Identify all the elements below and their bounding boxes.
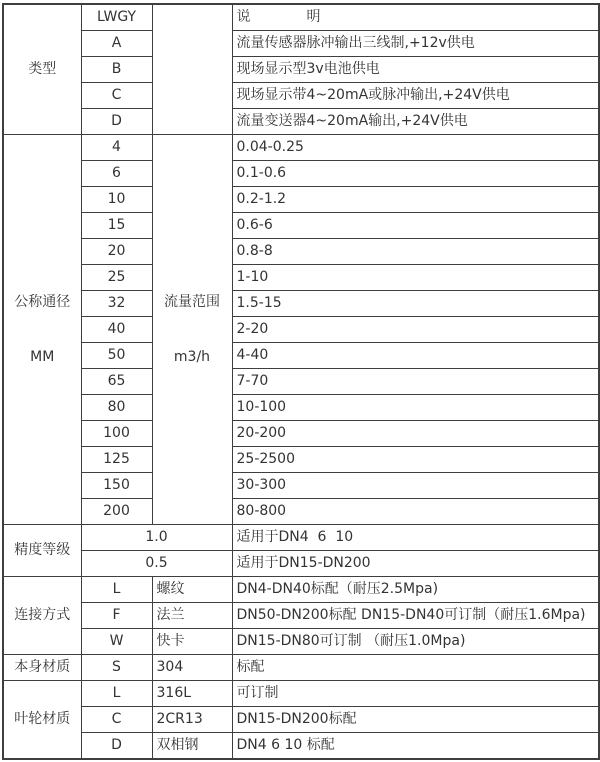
range-cell: 20-200 [232, 421, 599, 447]
type-section-empty-cell [152, 4, 232, 135]
range-cell: 0.1-0.6 [232, 161, 599, 187]
table-row [3, 369, 599, 395]
table-row [3, 629, 599, 655]
type-desc-cell: 流量变送器4~20mA输出,+24V供电 [232, 109, 599, 135]
table-row [3, 707, 599, 733]
connection-desc-cell: DN4-DN40标配（耐压2.5Mpa) [232, 577, 599, 603]
accuracy-desc-cell: 适用于DN4 6 10 [232, 525, 599, 551]
range-cell: 0.2-1.2 [232, 187, 599, 213]
table-row [3, 4, 599, 31]
table-row [3, 733, 599, 760]
table-row [3, 135, 599, 161]
table-row [3, 681, 599, 707]
flow-range-label-line1: 流量范围 [164, 293, 220, 310]
table-row [3, 83, 599, 109]
dn-cell: 100 [81, 421, 152, 447]
table-row [3, 265, 599, 291]
table-row [3, 447, 599, 473]
impeller-desc-cell: DN4 6 10 标配 [232, 733, 599, 760]
table-row [3, 395, 599, 421]
impeller-name-cell: 2CR13 [152, 707, 232, 733]
range-cell: 2-20 [232, 317, 599, 343]
table-row [3, 317, 599, 343]
range-cell: 10-100 [232, 395, 599, 421]
table-row [3, 239, 599, 265]
impeller-code-cell: C [81, 707, 152, 733]
dn-cell: 4 [81, 135, 152, 161]
impeller-code-cell: D [81, 733, 152, 760]
dn-cell: 20 [81, 239, 152, 265]
table-row [3, 57, 599, 83]
dn-cell: 6 [81, 161, 152, 187]
table-row [3, 499, 599, 525]
range-cell: 80-800 [232, 499, 599, 525]
type-code-cell: C [81, 83, 152, 109]
flowmeter-spec-table [2, 3, 600, 760]
range-cell: 7-70 [232, 369, 599, 395]
dn-cell: 65 [81, 369, 152, 395]
range-cell: 0.6-6 [232, 213, 599, 239]
dn-cell: 40 [81, 317, 152, 343]
connection-desc-cell: DN50-DN200标配 DN15-DN40可订制（耐压1.6Mpa) [232, 603, 599, 629]
table-row [3, 187, 599, 213]
dn-cell: 80 [81, 395, 152, 421]
table-row [3, 213, 599, 239]
accuracy-value-cell: 0.5 [81, 551, 232, 577]
range-cell: 4-40 [232, 343, 599, 369]
table-row [3, 473, 599, 499]
dn-cell: 150 [81, 473, 152, 499]
dn-cell: 15 [81, 213, 152, 239]
diameter-label-line2: MM [30, 349, 55, 365]
table-row [3, 343, 599, 369]
table-row [3, 577, 599, 603]
type-section-label: 类型 [3, 4, 81, 135]
dn-cell: 200 [81, 499, 152, 525]
table-row [3, 525, 599, 551]
type-code-cell: D [81, 109, 152, 135]
range-cell: 25-2500 [232, 447, 599, 473]
impeller-desc-cell: 可订制 [232, 681, 599, 707]
model-code-cell: LWGY [81, 4, 152, 31]
accuracy-value-cell: 1.0 [81, 525, 232, 551]
range-cell: 1.5-15 [232, 291, 599, 317]
dn-cell: 50 [81, 343, 152, 369]
dn-cell: 125 [81, 447, 152, 473]
body-material-name-cell: 304 [152, 655, 232, 681]
diameter-section-label [3, 135, 81, 525]
connection-code-cell: F [81, 603, 152, 629]
accuracy-desc-cell: 适用于DN15-DN200 [232, 551, 599, 577]
type-code-cell: B [81, 57, 152, 83]
range-cell: 0.8-8 [232, 239, 599, 265]
type-desc-cell: 现场显示型3v电池供电 [232, 57, 599, 83]
connection-name-cell: 快卡 [152, 629, 232, 655]
table-row [3, 603, 599, 629]
type-desc-cell: 现场显示带4~20mA或脉冲输出,+24V供电 [232, 83, 599, 109]
type-code-cell: A [81, 31, 152, 57]
impeller-name-cell: 316L [152, 681, 232, 707]
range-cell: 1-10 [232, 265, 599, 291]
connection-desc-cell: DN15-DN80可订制 （耐压1.0Mpa) [232, 629, 599, 655]
impeller-desc-cell: DN15-DN200标配 [232, 707, 599, 733]
table-row [3, 421, 599, 447]
table-row [3, 291, 599, 317]
connection-section-label: 连接方式 [3, 577, 81, 655]
impeller-name-cell: 双相钢 [152, 733, 232, 760]
table-row [3, 655, 599, 681]
impeller-code-cell: L [81, 681, 152, 707]
body-material-section-label: 本身材质 [3, 655, 81, 681]
accuracy-section-label: 精度等级 [3, 525, 81, 577]
table-row [3, 161, 599, 187]
table-row [3, 109, 599, 135]
diameter-label-line1: 公称通径 [14, 293, 71, 310]
table-row [3, 31, 599, 57]
range-cell: 30-300 [232, 473, 599, 499]
flow-range-label [152, 135, 232, 525]
body-material-desc-cell: 标配 [232, 655, 599, 681]
desc-title-cell: 说 明 [232, 4, 599, 31]
connection-name-cell: 法兰 [152, 603, 232, 629]
table-row [3, 551, 599, 577]
body-material-code-cell: S [81, 655, 152, 681]
impeller-material-section-label: 叶轮材质 [3, 681, 81, 760]
connection-code-cell: W [81, 629, 152, 655]
dn-cell: 25 [81, 265, 152, 291]
connection-code-cell: L [81, 577, 152, 603]
dn-cell: 32 [81, 291, 152, 317]
flow-range-label-line2: m3/h [173, 349, 211, 365]
type-desc-cell: 流量传感器脉冲输出三线制,+12v供电 [232, 31, 599, 57]
range-cell: 0.04-0.25 [232, 135, 599, 161]
connection-name-cell: 螺纹 [152, 577, 232, 603]
dn-cell: 10 [81, 187, 152, 213]
